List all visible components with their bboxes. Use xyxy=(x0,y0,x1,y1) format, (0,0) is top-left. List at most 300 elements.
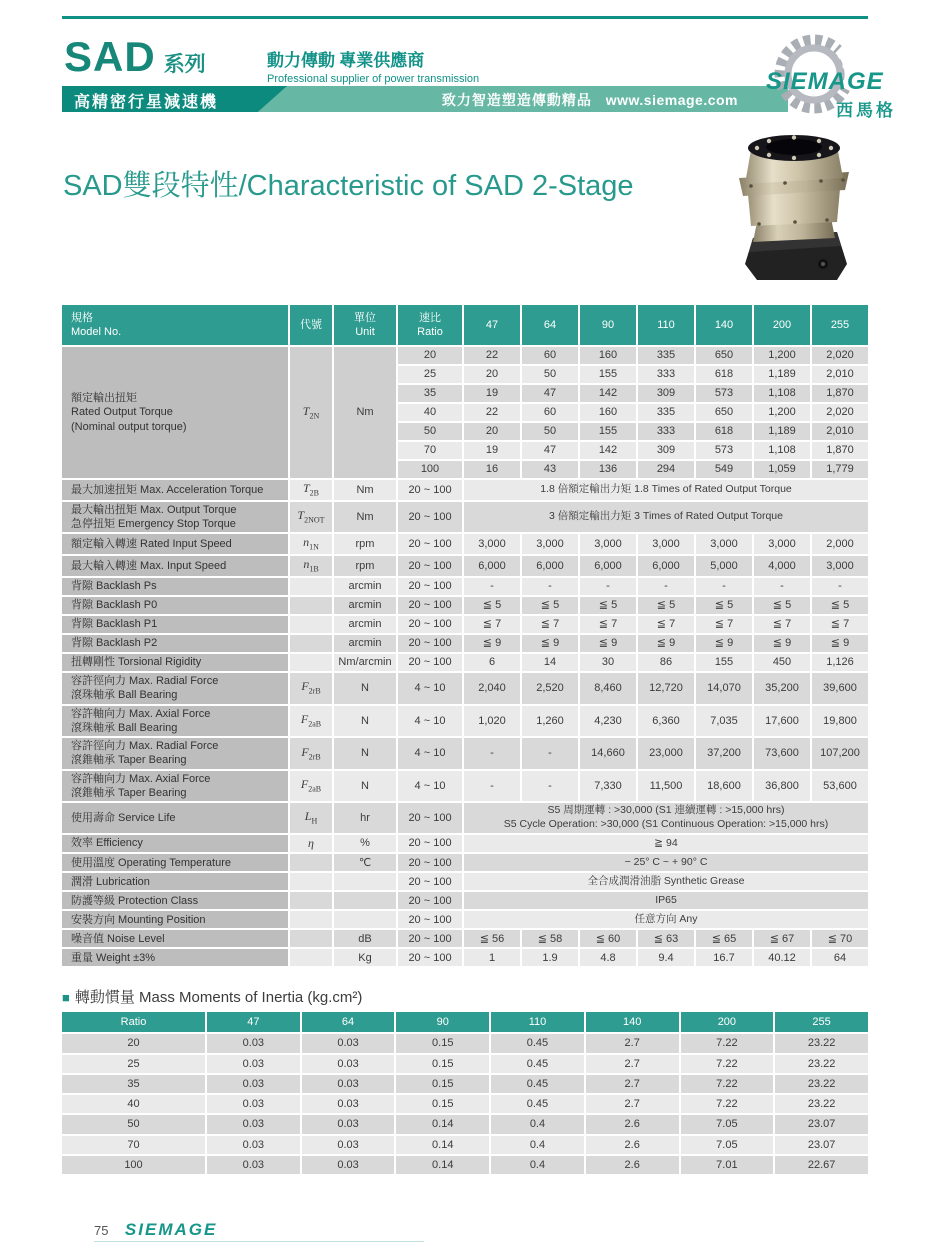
spec-value-cell: 4.8 xyxy=(580,949,636,966)
spec-value-cell: 8,460 xyxy=(580,673,636,704)
spec-ratio-cell: 20 ~ 100 xyxy=(398,616,462,633)
spec-row-code xyxy=(290,616,332,633)
spec-row xyxy=(62,578,868,595)
spec-row-unit xyxy=(334,911,396,928)
spec-value-cell: 3,000 xyxy=(812,556,868,576)
text-line: IP65 xyxy=(655,893,677,906)
text-line: 滾錐軸承 Taper Bearing xyxy=(71,754,187,767)
spec-value-cell: 22 xyxy=(464,404,520,421)
footer-rule xyxy=(94,1241,424,1242)
inertia-cell: 70 xyxy=(62,1136,205,1154)
banner-url: www.siemage.com xyxy=(605,92,738,108)
spec-table-section xyxy=(60,303,870,968)
col-header-size: 110 xyxy=(638,305,694,345)
spec-value-cell: ≦ 5 xyxy=(580,597,636,614)
spec-ratio-cell: 50 xyxy=(398,423,462,440)
inertia-title xyxy=(62,986,362,1007)
spec-row-label xyxy=(62,654,288,671)
spec-row-code xyxy=(290,706,332,737)
spec-row-unit: N xyxy=(334,738,396,769)
spec-value-cell: 450 xyxy=(754,654,810,671)
inertia-col-header: 47 xyxy=(207,1012,300,1032)
spec-value-cell: ≦ 67 xyxy=(754,930,810,947)
inertia-cell: 0.03 xyxy=(302,1055,395,1073)
spec-value-cell: 3,000 xyxy=(464,534,520,554)
spec-row-code xyxy=(290,854,332,871)
inertia-cell: 0.03 xyxy=(207,1095,300,1113)
spec-value-cell: 47 xyxy=(522,385,578,402)
spec-value-cell: 2,020 xyxy=(812,404,868,421)
inertia-col-header: 140 xyxy=(586,1012,679,1032)
code-symbol: $n_{1N}$ xyxy=(303,535,319,552)
inertia-cell: 0.14 xyxy=(396,1115,489,1133)
text-line: 容許軸向力 Max. Axial Force xyxy=(71,707,211,720)
spec-row xyxy=(62,803,868,832)
top-rule xyxy=(62,16,868,19)
text-line: − 25° C ~ + 90° C xyxy=(624,855,708,868)
col-header-size: 255 xyxy=(812,305,868,345)
spec-value-cell: 16.7 xyxy=(696,949,752,966)
inertia-cell: 25 xyxy=(62,1055,205,1073)
spec-value-cell: 60 xyxy=(522,404,578,421)
inertia-cell: 0.45 xyxy=(491,1095,584,1113)
spec-value-cell: 1 xyxy=(464,949,520,966)
spec-ratio-cell: 20 ~ 100 xyxy=(398,803,462,832)
spec-ratio-cell: 20 ~ 100 xyxy=(398,480,462,500)
spec-row-label xyxy=(62,706,288,737)
spec-span-cell xyxy=(464,911,868,928)
spec-row xyxy=(62,635,868,652)
spec-row xyxy=(62,854,868,871)
spec-row xyxy=(62,502,868,533)
spec-value-cell: ≦ 58 xyxy=(522,930,578,947)
spec-value-cell: 43 xyxy=(522,461,578,478)
spec-row-unit: arcmin xyxy=(334,597,396,614)
spec-value-cell: 1,870 xyxy=(812,442,868,459)
spec-row xyxy=(62,673,868,704)
spec-value-cell: ≦ 63 xyxy=(638,930,694,947)
code-symbol: $T_{2B}$ xyxy=(302,481,320,498)
spec-value-cell: 309 xyxy=(638,442,694,459)
text-line: Ratio xyxy=(417,326,443,338)
spec-row xyxy=(62,556,868,576)
inertia-cell: 7.22 xyxy=(681,1095,774,1113)
spec-row-unit: hr xyxy=(334,803,396,832)
spec-value-cell: 155 xyxy=(580,366,636,383)
spec-row-label xyxy=(62,480,288,500)
spec-value-cell: 73,600 xyxy=(754,738,810,769)
spec-value-cell: 47 xyxy=(522,442,578,459)
footer xyxy=(94,1220,217,1240)
spec-row xyxy=(62,480,868,500)
spec-row-label xyxy=(62,771,288,802)
spec-ratio-cell: 4 ~ 10 xyxy=(398,738,462,769)
spec-value-cell: ≦ 7 xyxy=(696,616,752,633)
spec-row-label xyxy=(62,949,288,966)
inertia-cell: 7.05 xyxy=(681,1115,774,1133)
inertia-cell: 0.4 xyxy=(491,1136,584,1154)
spec-value-cell: 335 xyxy=(638,347,694,364)
spec-value-cell: 7,035 xyxy=(696,706,752,737)
spec-row xyxy=(62,616,868,633)
spec-value-cell: 53,600 xyxy=(812,771,868,802)
text-line: 急停扭矩 Emergency Stop Torque xyxy=(71,518,236,531)
spec-value-cell: ≦ 5 xyxy=(812,597,868,614)
spec-row-label xyxy=(62,673,288,704)
text-line: (Nominal output torque) xyxy=(71,420,187,433)
inertia-cell: 0.03 xyxy=(207,1156,300,1174)
spec-value-cell: 64 xyxy=(812,949,868,966)
inertia-row xyxy=(62,1075,868,1093)
spec-row-label xyxy=(62,502,288,533)
spec-ratio-cell: 20 ~ 100 xyxy=(398,854,462,871)
spec-ratio-cell: 20 ~ 100 xyxy=(398,578,462,595)
spec-value-cell: 5,000 xyxy=(696,556,752,576)
text-line: 額定輸入轉速 Rated Input Speed xyxy=(71,538,232,551)
text-line: 全合成潤滑油脂 Synthetic Grease xyxy=(587,874,745,887)
spec-value-cell: 573 xyxy=(696,442,752,459)
banner-right-text xyxy=(442,90,738,110)
text-line: 效率 Efficiency xyxy=(71,837,143,850)
spec-value-cell: ≦ 7 xyxy=(522,616,578,633)
spec-value-cell: 3,000 xyxy=(754,534,810,554)
page-number: 75 xyxy=(94,1222,109,1238)
square-bullet-icon: ■ xyxy=(62,990,70,1005)
inertia-col-header: Ratio xyxy=(62,1012,205,1032)
inertia-cell: 7.22 xyxy=(681,1075,774,1093)
text-line: S5 Cycle Operation: >30,000 (S1 Continuous Operation: >15,000 hrs) xyxy=(503,817,829,830)
inertia-row xyxy=(62,1055,868,1073)
spec-table-body xyxy=(62,305,868,966)
text-line: 速比 xyxy=(419,311,441,324)
inertia-cell: 0.45 xyxy=(491,1034,584,1052)
spec-ratio-cell: 20 ~ 100 xyxy=(398,502,462,533)
spec-value-cell: 37,200 xyxy=(696,738,752,769)
spec-value-cell: ≦ 9 xyxy=(812,635,868,652)
inertia-table-section xyxy=(60,1010,870,1176)
text-line: 噪音值 Noise Level xyxy=(71,932,165,945)
inertia-cell: 2.6 xyxy=(586,1115,679,1133)
inertia-row xyxy=(62,1034,868,1052)
spec-row-code xyxy=(290,892,332,909)
spec-ratio-cell: 20 ~ 100 xyxy=(398,597,462,614)
spec-value-cell: 335 xyxy=(638,404,694,421)
inertia-cell: 0.4 xyxy=(491,1156,584,1174)
code-symbol: $F_{2aB}$ xyxy=(300,777,322,794)
spec-value-cell: 573 xyxy=(696,385,752,402)
spec-value-cell: 1,020 xyxy=(464,706,520,737)
spec-row-unit: Nm/arcmin xyxy=(334,654,396,671)
text-line: 防護等級 Protection Class xyxy=(71,894,199,907)
spec-value-cell: 650 xyxy=(696,347,752,364)
spec-value-cell: 155 xyxy=(696,654,752,671)
brand xyxy=(64,33,206,80)
spec-row-label xyxy=(62,556,288,576)
spec-value-cell: 6,000 xyxy=(580,556,636,576)
spec-value-cell: 6,000 xyxy=(638,556,694,576)
spec-value-cell: 1,108 xyxy=(754,442,810,459)
inertia-cell: 20 xyxy=(62,1034,205,1052)
spec-value-cell: 14,070 xyxy=(696,673,752,704)
spec-row-label xyxy=(62,930,288,947)
spec-value-cell: 160 xyxy=(580,404,636,421)
text-line: 背隙 Backlash P0 xyxy=(71,599,158,612)
inertia-cell: 0.15 xyxy=(396,1095,489,1113)
spec-row-unit: rpm xyxy=(334,534,396,554)
spec-value-cell: 1,108 xyxy=(754,385,810,402)
inertia-cell: 0.03 xyxy=(302,1115,395,1133)
spec-value-cell: 18,600 xyxy=(696,771,752,802)
spec-value-cell: 1,779 xyxy=(812,461,868,478)
text-line: 背隙 Backlash P2 xyxy=(71,637,158,650)
spec-row xyxy=(62,706,868,737)
spec-value-cell: ≦ 9 xyxy=(638,635,694,652)
gearbox-illustration xyxy=(695,126,890,294)
spec-ratio-cell: 20 ~ 100 xyxy=(398,835,462,853)
spec-row xyxy=(62,597,868,614)
spec-row-label xyxy=(62,347,288,478)
spec-value-cell: ≦ 5 xyxy=(696,597,752,614)
spec-row-label xyxy=(62,635,288,652)
spec-value-cell: 20 xyxy=(464,423,520,440)
spec-value-cell: 36,800 xyxy=(754,771,810,802)
spec-row-unit: % xyxy=(334,835,396,853)
spec-row-code xyxy=(290,803,332,832)
spec-value-cell: 3,000 xyxy=(522,534,578,554)
spec-value-cell: ≦ 5 xyxy=(464,597,520,614)
spec-value-cell: 17,600 xyxy=(754,706,810,737)
spec-row-code xyxy=(290,835,332,853)
logo-chinese: 西馬格 xyxy=(836,101,896,120)
spec-row-label xyxy=(62,892,288,909)
spec-row-unit: Nm xyxy=(334,502,396,533)
spec-ratio-cell: 4 ~ 10 xyxy=(398,673,462,704)
spec-row-unit: arcmin xyxy=(334,616,396,633)
spec-row-unit: arcmin xyxy=(334,578,396,595)
spec-value-cell: 549 xyxy=(696,461,752,478)
inertia-col-header: 90 xyxy=(396,1012,489,1032)
spec-ratio-cell: 70 xyxy=(398,442,462,459)
spec-value-cell: 136 xyxy=(580,461,636,478)
text-line: 額定輸出扭矩 xyxy=(71,392,137,405)
spec-value-cell: 155 xyxy=(580,423,636,440)
spec-value-cell: 14,660 xyxy=(580,738,636,769)
spec-value-cell: - xyxy=(464,578,520,595)
spec-value-cell: 650 xyxy=(696,404,752,421)
inertia-cell: 100 xyxy=(62,1156,205,1174)
text-line: 最大輸入轉速 Max. Input Speed xyxy=(71,559,227,572)
code-symbol: η xyxy=(308,835,314,850)
text-line: 容許徑向力 Max. Radial Force xyxy=(71,674,219,687)
spec-row xyxy=(62,835,868,853)
spec-value-cell: 6,360 xyxy=(638,706,694,737)
inertia-cell: 0.14 xyxy=(396,1136,489,1154)
spec-value-cell: ≦ 7 xyxy=(638,616,694,633)
spec-value-cell: 3,000 xyxy=(696,534,752,554)
spec-ratio-cell: 20 ~ 100 xyxy=(398,654,462,671)
text-line: 最大加速扭矩 Max. Acceleration Torque xyxy=(71,483,264,496)
spec-row-label xyxy=(62,854,288,871)
col-header-unit xyxy=(334,305,396,345)
text-line: 3 倍額定輸出力矩 3 Times of Rated Output Torque xyxy=(548,510,783,523)
spec-ratio-cell: 100 xyxy=(398,461,462,478)
spec-row-label xyxy=(62,873,288,890)
spec-value-cell: 4,000 xyxy=(754,556,810,576)
spec-value-cell: 6,000 xyxy=(464,556,520,576)
spec-row-unit xyxy=(334,873,396,890)
spec-value-cell: 1,200 xyxy=(754,404,810,421)
spec-row-unit: N xyxy=(334,771,396,802)
inertia-cell: 23.22 xyxy=(775,1095,868,1113)
spec-value-cell: 12,720 xyxy=(638,673,694,704)
page-title: SAD雙段特性/Characteristic of SAD 2-Stage xyxy=(63,170,634,202)
spec-ratio-cell: 25 xyxy=(398,366,462,383)
inertia-row xyxy=(62,1095,868,1113)
spec-ratio-cell: 20 ~ 100 xyxy=(398,892,462,909)
inertia-cell: 2.6 xyxy=(586,1156,679,1174)
spec-value-cell: ≦ 7 xyxy=(812,616,868,633)
inertia-header-row xyxy=(62,1012,868,1032)
inertia-cell: 23.07 xyxy=(775,1136,868,1154)
inertia-table xyxy=(60,1010,870,1176)
spec-ratio-cell: 20 ~ 100 xyxy=(398,873,462,890)
spec-value-cell: 39,600 xyxy=(812,673,868,704)
inertia-cell: 2.7 xyxy=(586,1095,679,1113)
company-logo xyxy=(752,28,912,120)
text-line: 單位 xyxy=(354,311,376,324)
spec-value-cell: ≦ 5 xyxy=(754,597,810,614)
inertia-cell: 22.67 xyxy=(775,1156,868,1174)
spec-row xyxy=(62,949,868,966)
spec-row xyxy=(62,738,868,769)
inertia-title-text: 轉動慣量 Mass Moments of Inertia (kg.cm²) xyxy=(74,989,363,1006)
spec-value-cell: 60 xyxy=(522,347,578,364)
spec-value-cell: 14 xyxy=(522,654,578,671)
header-banner xyxy=(62,86,788,112)
spec-value-cell: 22 xyxy=(464,347,520,364)
spec-row-code xyxy=(290,654,332,671)
spec-span-cell xyxy=(464,803,868,832)
code-symbol: $F_{2rB}$ xyxy=(301,679,321,696)
spec-value-cell: ≦ 70 xyxy=(812,930,868,947)
spec-value-cell: 1,200 xyxy=(754,347,810,364)
text-line: 背隙 Backlash P1 xyxy=(71,618,158,631)
spec-value-cell: ≦ 9 xyxy=(464,635,520,652)
spec-row-unit xyxy=(334,892,396,909)
spec-value-cell: 333 xyxy=(638,366,694,383)
spec-value-cell: 9.4 xyxy=(638,949,694,966)
text-line: 背隙 Backlash Ps xyxy=(71,580,157,593)
spec-row-label xyxy=(62,578,288,595)
spec-row-label xyxy=(62,911,288,928)
spec-row-unit: dB xyxy=(334,930,396,947)
spec-value-cell: 2,000 xyxy=(812,534,868,554)
text-line: 重量 Weight ±3% xyxy=(71,951,156,964)
inertia-cell: 0.14 xyxy=(396,1156,489,1174)
spec-value-cell: ≦ 9 xyxy=(696,635,752,652)
spec-row-code xyxy=(290,949,332,966)
spec-row-unit: arcmin xyxy=(334,635,396,652)
tagline-zh: 動力傳動 專業供應商 xyxy=(267,51,425,70)
spec-row xyxy=(62,930,868,947)
spec-value-cell: - xyxy=(522,578,578,595)
spec-span-cell xyxy=(464,892,868,909)
spec-value-cell: 2,020 xyxy=(812,347,868,364)
spec-row-unit: ℃ xyxy=(334,854,396,871)
spec-value-cell: 6 xyxy=(464,654,520,671)
spec-value-cell: ≦ 5 xyxy=(638,597,694,614)
inertia-cell: 2.7 xyxy=(586,1075,679,1093)
spec-value-cell: ≦ 60 xyxy=(580,930,636,947)
inertia-cell: 0.03 xyxy=(302,1156,395,1174)
spec-row-code xyxy=(290,534,332,554)
spec-value-cell: 1,126 xyxy=(812,654,868,671)
spec-row-unit: N xyxy=(334,673,396,704)
inertia-cell: 2.6 xyxy=(586,1136,679,1154)
spec-span-cell xyxy=(464,835,868,853)
brand-name: SAD xyxy=(64,33,156,80)
text-line: 使用壽命 Service Life xyxy=(71,811,176,824)
spec-span-cell xyxy=(464,873,868,890)
text-line: 規格 xyxy=(71,311,93,324)
spec-value-cell: 23,000 xyxy=(638,738,694,769)
inertia-table-body xyxy=(62,1012,868,1174)
inertia-cell: 50 xyxy=(62,1115,205,1133)
text-line: ≧ 94 xyxy=(654,836,678,849)
inertia-cell: 0.03 xyxy=(207,1115,300,1133)
spec-value-cell: 50 xyxy=(522,423,578,440)
inertia-cell: 2.7 xyxy=(586,1055,679,1073)
spec-row xyxy=(62,911,868,928)
spec-row-label xyxy=(62,835,288,853)
spec-value-cell: 40.12 xyxy=(754,949,810,966)
spec-row-label xyxy=(62,738,288,769)
text-line: 1.8 倍額定輸出力矩 1.8 Times of Rated Output Torque xyxy=(540,483,792,496)
spec-value-cell: 1,260 xyxy=(522,706,578,737)
banner-slogan: 致力智造塑造傳動精品 xyxy=(441,92,592,108)
spec-value-cell: - xyxy=(464,738,520,769)
spec-value-cell: - xyxy=(696,578,752,595)
col-header-model xyxy=(62,305,288,345)
inertia-cell: 7.01 xyxy=(681,1156,774,1174)
code-symbol: $F_{2aB}$ xyxy=(300,711,322,729)
text-line: 潤滑 Lubrication xyxy=(71,875,150,888)
spec-row-code xyxy=(290,635,332,652)
spec-row-code xyxy=(290,873,332,890)
inertia-col-header: 110 xyxy=(491,1012,584,1032)
spec-value-cell: 142 xyxy=(580,442,636,459)
spec-value-cell: 6,000 xyxy=(522,556,578,576)
spec-value-cell: 16 xyxy=(464,461,520,478)
inertia-row xyxy=(62,1156,868,1174)
code-symbol: $T_{2N}$ xyxy=(302,403,320,420)
spec-ratio-cell: 40 xyxy=(398,404,462,421)
spec-value-cell: - xyxy=(580,578,636,595)
spec-row-code xyxy=(290,738,332,769)
spec-value-cell: 19 xyxy=(464,442,520,459)
inertia-cell: 2.7 xyxy=(586,1034,679,1052)
inertia-cell: 0.03 xyxy=(302,1095,395,1113)
spec-value-cell: - xyxy=(522,771,578,802)
col-header-size: 47 xyxy=(464,305,520,345)
spec-value-cell: - xyxy=(754,578,810,595)
spec-row-unit: Nm xyxy=(334,347,396,478)
text-line: 滾珠軸承 Ball Bearing xyxy=(71,689,178,702)
inertia-cell: 0.45 xyxy=(491,1055,584,1073)
spec-header-row xyxy=(62,305,868,345)
spec-row-code xyxy=(290,911,332,928)
spec-value-cell: ≦ 7 xyxy=(754,616,810,633)
